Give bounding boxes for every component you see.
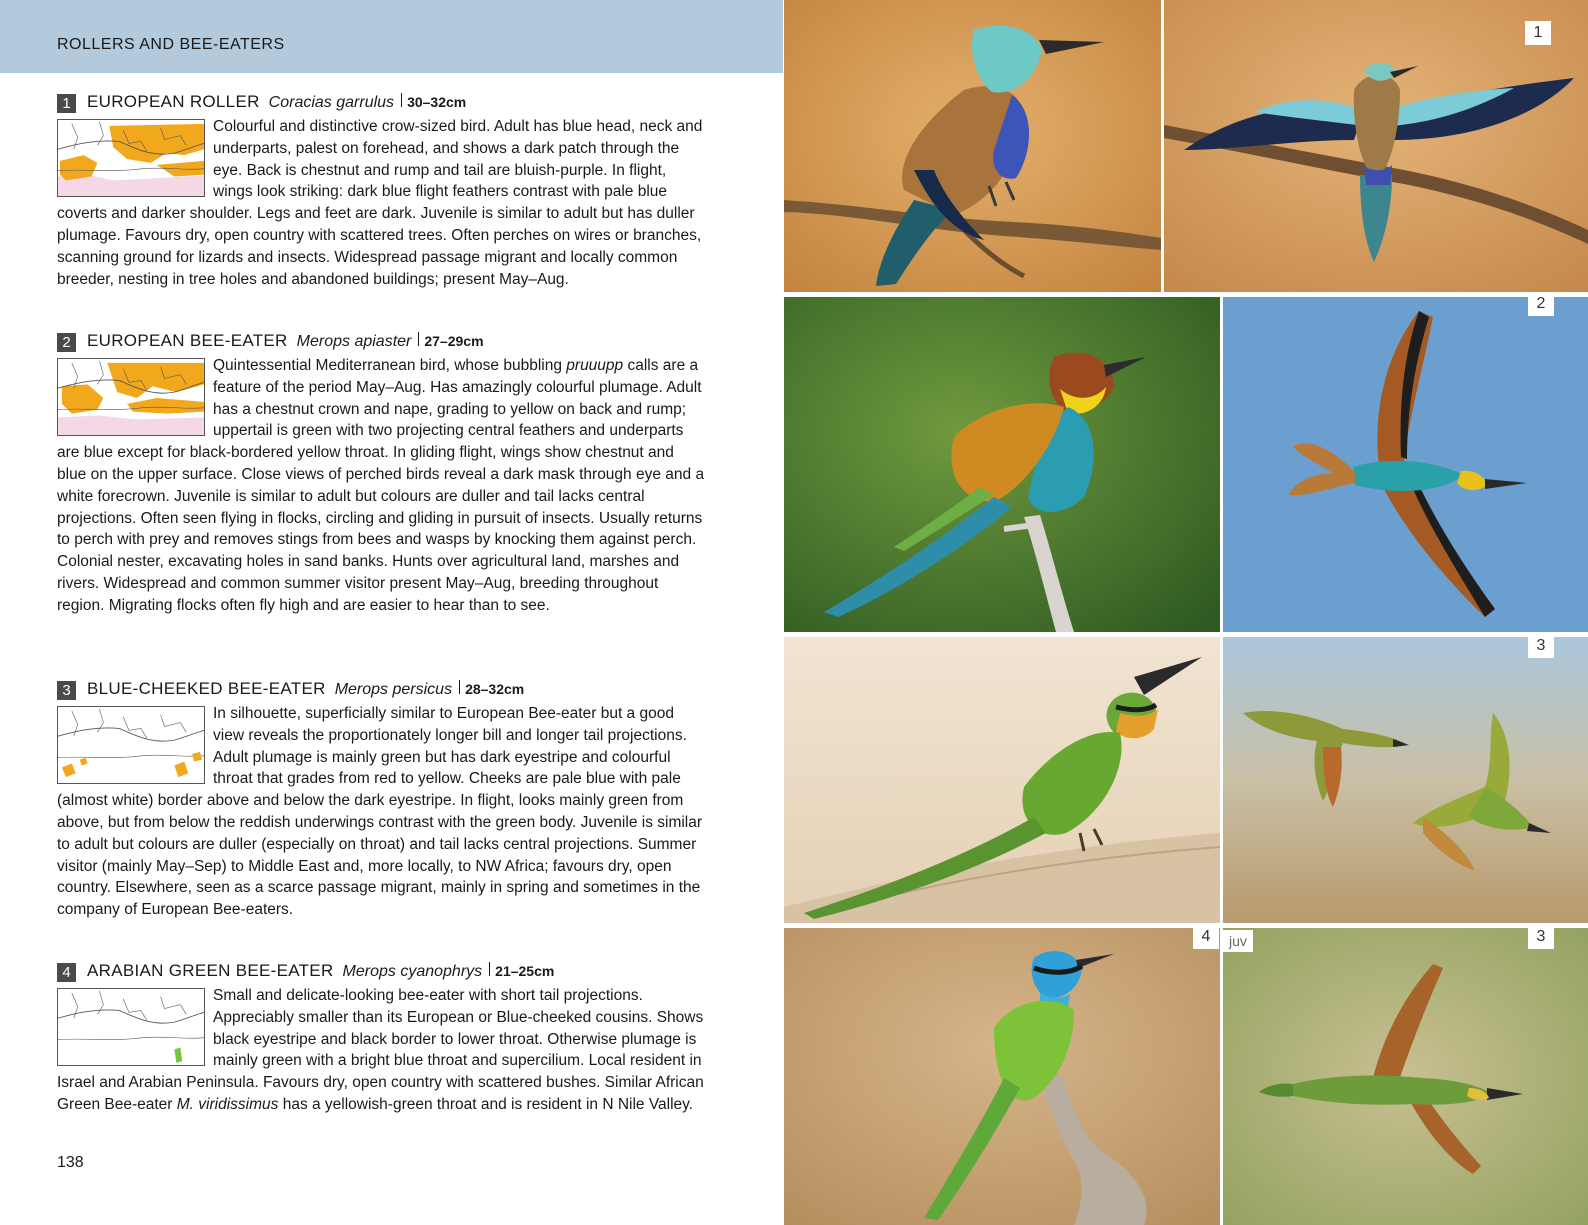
- heading-divider: [401, 93, 402, 107]
- species-entry-european-bee-eater: [57, 331, 707, 617]
- photo-blue-cheeked-bee-eater-perched: [784, 637, 1220, 923]
- size-range: 27–29cm: [424, 333, 484, 349]
- entry-text-end: has a yellowish-green throat and is resident in N Nile Valley.: [278, 1095, 694, 1113]
- entry-number: 1: [57, 94, 76, 113]
- common-name: EUROPEAN BEE-EATER: [87, 331, 288, 350]
- range-map: [57, 358, 205, 436]
- right-page: [783, 0, 1588, 1225]
- entry-number: 2: [57, 333, 76, 352]
- plate-tag-4: 4: [1193, 925, 1219, 949]
- entry-text-continued: calls are a feature of the period May–Aug. Has amazingly colourful plumage. Adult has a chestnut crown and nape, grading to yellow on back and rump; uppertail is green with two projecting central feathers and underparts are blue except for black-bordered yellow throat. In gliding flight, wings show chestnut and blue on the upper surface. Close views of perched birds reveal a dark mask through eye and a white forecrown. Juvenile is similar to adult but colours are duller and tail lacks central projections. Often seen flying in flocks, circling and gliding in pursuit of insects. Usually returns to perch with prey and removes stings from bees and wasps by knocking them against perch. Colonial nester, excavating holes in sand banks. Hunts over agricultural land, marshes and rivers. Widespread and common summer visitor present May–Aug, breeding throughout region. Migrating flocks often fly high and are easier to hear than to see.: [57, 357, 705, 614]
- left-page: [0, 0, 783, 1225]
- range-map: [57, 706, 205, 784]
- range-map: [57, 988, 205, 1066]
- photo-european-bee-eater-flight: [1223, 297, 1588, 632]
- heading-divider: [489, 962, 490, 976]
- scientific-name: Merops apiaster: [296, 333, 412, 350]
- range-map: [57, 119, 205, 197]
- plate-tag-2: 2: [1528, 292, 1554, 316]
- entry-description: [57, 703, 707, 921]
- species-entry-european-roller: [57, 92, 707, 290]
- photo-blue-cheeked-bee-eater-juvenile-flight: [1223, 928, 1588, 1225]
- species-entry-arabian-green-bee-eater: [57, 961, 707, 1116]
- common-name: ARABIAN GREEN BEE-EATER: [87, 961, 334, 980]
- photo-arabian-green-bee-eater-perched: [784, 928, 1220, 1225]
- scientific-name: Coracias garrulus: [268, 94, 395, 111]
- entry-heading: [57, 679, 707, 701]
- plate-tag-3: 3: [1528, 634, 1554, 658]
- entry-number: 3: [57, 681, 76, 700]
- size-range: 30–32cm: [407, 94, 467, 110]
- heading-divider: [459, 680, 460, 694]
- size-range: 21–25cm: [495, 963, 555, 979]
- entry-text: Quintessential Mediterranean bird, whose bubbling: [213, 357, 567, 374]
- scientific-name: Merops cyanophrys: [342, 963, 483, 980]
- section-title: ROLLERS AND BEE-EATERS: [57, 36, 285, 53]
- entry-heading: [57, 92, 707, 114]
- species-entry-blue-cheeked-bee-eater: [57, 679, 707, 921]
- size-range: 28–32cm: [465, 681, 525, 697]
- photo-european-bee-eater-perched: [784, 297, 1220, 632]
- entry-text: Small and delicate-looking bee-eater with short tail projections. Appreciably smaller than its European or Blue-cheeked cousins. Shows black eyestripe and black border to lower throat. Otherwise plumage is mainly green with a bright blue throat and supercilium. Local resident in Israel and Arabian Peninsula. Favours dry, open country with scattered bushes. Similar African Green Bee-eater: [57, 987, 704, 1113]
- plate-tag-3-juvenile: 3: [1528, 925, 1554, 949]
- photo-blue-cheeked-bee-eaters-flight: [1223, 637, 1588, 923]
- entry-description: [57, 116, 707, 290]
- common-name: EUROPEAN ROLLER: [87, 92, 260, 111]
- scientific-name-inline: M. viridissimus: [176, 1095, 279, 1113]
- page-number: 138: [57, 1154, 84, 1171]
- entry-text: Colourful and distinctive crow-sized bird. Adult has blue head, neck and underparts, palest on forehead, and shows a dark patch through the eye. Back is chestnut and rump and tail are bluish-purple. In flight, wings look striking: dark blue flight feathers contrast with pale blue coverts and darker shoulder. Legs and feet are dark. Juvenile is similar to adult but has duller plumage. Favours dry, open country with scattered trees. Often perches on wires or branches, scanning ground for lizards and insects. Widespread passage migrant and locally common breeder, nesting in tree holes and abandoned buildings; present May–Aug.: [57, 118, 703, 288]
- plate-tag-juvenile: juv: [1223, 930, 1253, 952]
- entry-text: In silhouette, superficially similar to European Bee-eater but a good view reveals the proportionately longer bill and longer tail projections. Adult plumage is mainly green but has dark eyestripe and colourful throat that grades from red to yellow. Cheeks are pale blue with pale (almost white) border above and below the dark eyestripe. In flight, looks mainly green from above, but from below the reddish underwings contrast with the green body. Juvenile is similar to adult but colours are duller (especially on throat) and tail lacks central projections. Summer visitor (mainly May–Sep) to Middle East and, more locally, to NW Africa; favours dry, open country. Elsewhere, seen as a scarce passage migrant, mainly in spring and sometimes in the company of European Bee-eaters.: [57, 705, 703, 919]
- scientific-name: Merops persicus: [334, 681, 453, 698]
- entry-number: 4: [57, 963, 76, 982]
- entry-description: [57, 985, 707, 1116]
- heading-divider: [418, 332, 419, 346]
- photo-european-roller-perched: [784, 0, 1161, 292]
- common-name: BLUE-CHEEKED BEE-EATER: [87, 679, 326, 698]
- entry-heading: [57, 331, 707, 353]
- plate-tag-1: 1: [1525, 21, 1551, 45]
- call-transcription: pruuupp: [566, 357, 624, 374]
- entry-description: [57, 355, 707, 617]
- entry-heading: [57, 961, 707, 983]
